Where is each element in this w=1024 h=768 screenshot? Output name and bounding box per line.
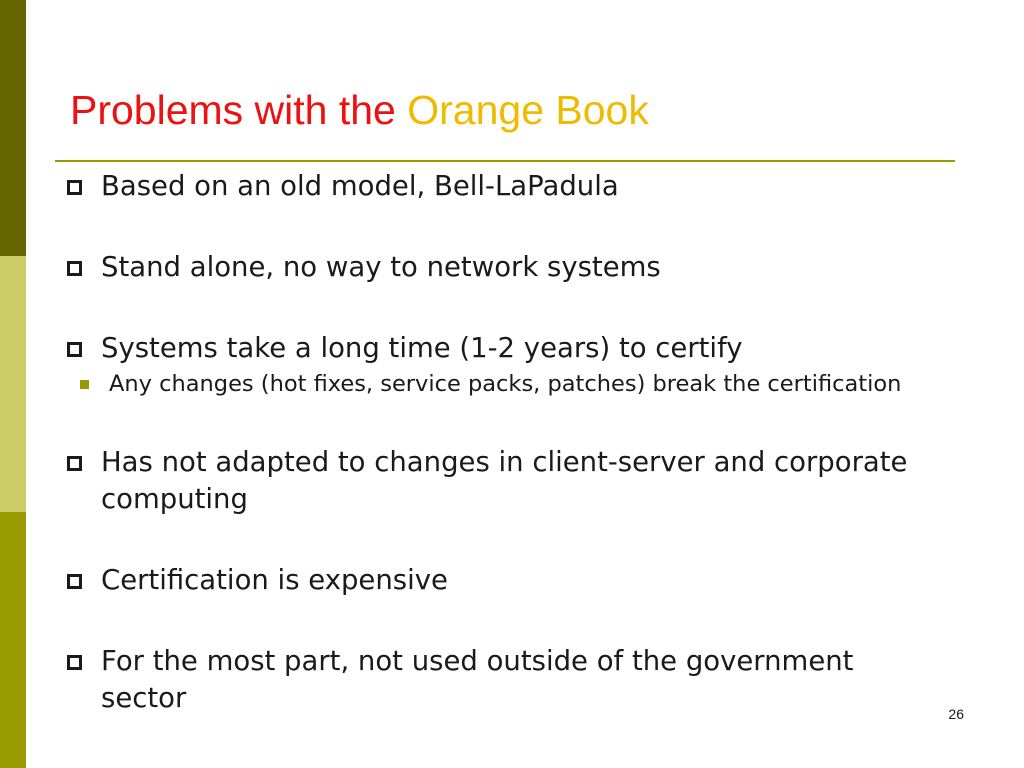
title-divider [55,160,955,162]
bullet-item [64,330,924,400]
bullet-text: For the most part, not used outside of the government sector [101,645,854,714]
bullet-item [64,643,924,717]
bullet-text: Stand alone, no way to network systems [101,251,661,283]
bullet-item [64,444,924,518]
hollow-square-bullet-icon [67,180,82,195]
slide-number: 26 [948,706,964,722]
slide-title [70,87,649,134]
sub-bullet-item [64,369,924,400]
sub-bullet-text: Any changes (hot fixes, service packs, patches) break the certification [109,371,902,397]
bullet-text: Based on an old model, Bell-LaPadula [101,170,619,202]
sidebar-segment-light [0,256,26,512]
sidebar-segment-medium [0,512,26,768]
bullet-item [64,249,924,286]
hollow-square-bullet-icon [67,574,82,589]
hollow-square-bullet-icon [67,261,82,276]
sidebar-segment-dark [0,0,26,256]
bullet-text: Systems take a long time (1-2 years) to certify [101,332,743,364]
sub-bullet-list [101,369,924,400]
bullet-item [64,562,924,599]
bullet-text: Certification is expensive [101,564,448,596]
bullet-list [64,168,924,717]
hollow-square-bullet-icon [67,342,82,357]
slide-title-part2: Orange Book [407,87,649,133]
slide-title-part1: Problems with the [70,87,396,133]
bullet-item [64,168,924,205]
filled-square-bullet-icon [80,380,89,389]
hollow-square-bullet-icon [67,456,82,471]
hollow-square-bullet-icon [67,655,82,670]
decorative-sidebar [0,0,26,768]
bullet-text: Has not adapted to changes in client-server and corporate computing [101,446,908,515]
